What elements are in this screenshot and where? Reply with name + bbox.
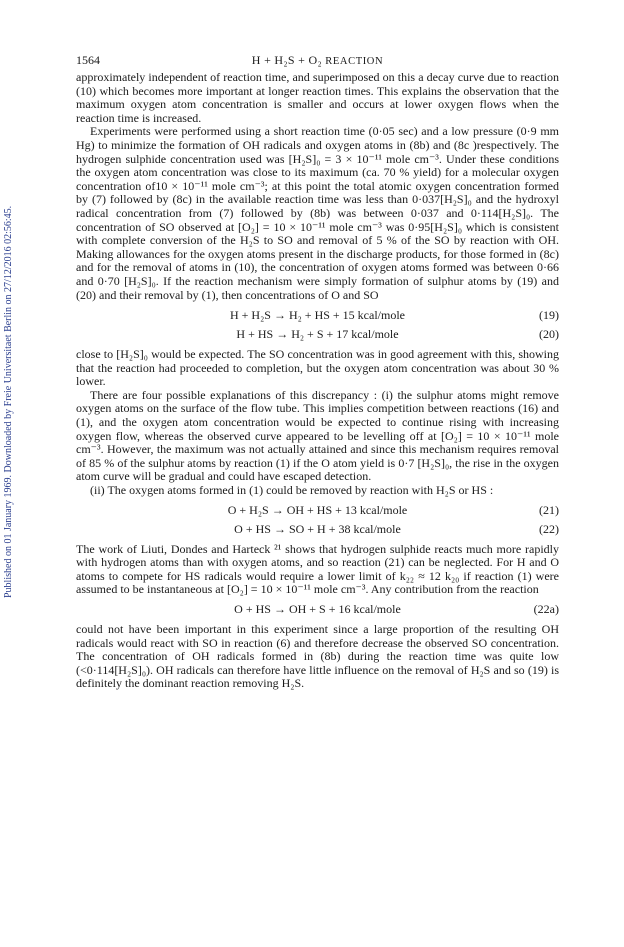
equation-text: H + H₂S → H₂ + HS + 15 kcal/mole [230, 308, 405, 323]
equation-text: O + H₂S → OH + HS + 13 kcal/mole [227, 502, 408, 517]
paragraph-7: could not have been important in this experiment since a large proportion of the resulting OH radicals would react with SO in reaction (6) and therefore decrease the observed SO concentration. The concentration of OH radicals formed in (8b) during the reaction time was quite low (<0·114[H₂S]₀). OH radicals can therefore have little influence on the removal of H₂S and so (19) is definitely the dominant reaction removing H₂S. [76, 622, 559, 691]
running-header [76, 53, 559, 71]
paragraph-5: (ii) The oxygen atoms formed in (1) could be removed by reaction with H₂S or HS : [90, 483, 494, 498]
title-word: REACTION [325, 56, 384, 67]
page-number: 1564 [76, 53, 100, 67]
paragraph-3: close to [H₂S]₀ would be expected. The SO concentration was in good agreement with this, showing that the reaction had proceeded to completion, but the oxygen atom concentration was about 30 % lower. [76, 347, 559, 389]
paragraph-2: Experiments were performed using a short reaction time (0·05 sec) and a low pressure (0·9 mm Hg) to minimize the formation of OH radicals and oxygen atoms in (8b) and (8c )respectively. The hydrogen sulphide concentration used was [H₂S]₀ = 3 × 10⁻¹¹ mole cm⁻³. Under these conditions the oxygen atom concentration was close to its maximum (ca. 70 % yield) for a molecular oxygen concentration of10 × 10⁻¹¹ mole cm⁻³; at this point the total atomic oxygen concentration formed by (7) followed by (8c) in the available reaction time was less than 0·037[H₂S]₀ and the hydroxyl radical concentration from (7) followed by (8b) was between 0·037 and 0·114[H₂S]₀. The concentration of SO observed at [O₂] = 10 × 10⁻¹¹ mole cm⁻³ was 0·95[H₂S]₀ which is consistent with complete conversion of the H₂S to SO and removal of 5 % of the SO by reaction with OH. Making allowances for the oxygen atoms present in the discharge products, for those formed in (8c) and for the removal of atoms in (10), the concentration of oxygen atoms formed was between 0·66 and 0·70 [H₂S]₀. If the reaction mechanism were simply formation of sulphur atoms by (19) and (20) and their removal by (1), then concentrations of O and SO [76, 124, 559, 302]
equation-number: (20) [539, 327, 559, 342]
title-formula: H + H₂S + O₂ [251, 53, 322, 67]
equation-22 [76, 520, 559, 539]
paragraph-6: The work of Liuti, Dondes and Harteck ²¹ shows that hydrogen sulphide reacts much more rapidly with hydrogen atoms than with oxygen atoms, and so reaction (21) can be neglected. For H and O atoms to compete for HS radicals would require a lower limit of k₂₂ ≈ 12 k₂₀ if reaction (1) were assumed to be instantaneous at [O₂] = 10 × 10⁻¹¹ mole cm⁻³. Any contribution from the reaction [76, 541, 559, 597]
equation-number: (22) [539, 521, 559, 536]
equation-19 [76, 306, 559, 325]
equation-number: (19) [539, 308, 559, 323]
paper-page [76, 53, 559, 691]
equation-text: O + HS → OH + S + 16 kcal/mole [234, 602, 401, 616]
publication-side-note: Published on 01 January 1969. Downloaded by Freie Universitaet Berlin on 27/12/2016 02:56:45. [3, 205, 14, 598]
paragraph-4: There are four possible explanations of this discrepancy : (i) the sulphur atoms might remove oxygen atoms on the surface of the flow tube. This implies competition between reactions (16) and (1), and the oxygen atom concentration would be expected to continue rising with increasing oxygen flow, whereas the observed curve appeared to be levelling off at [O₂] = 10 × 10⁻¹¹ mole cm⁻³. However, the maximum was not actually attained and since this mechanism requires removal of 85 % of the sulphur atoms by reaction (1) if the O atom yield is 0·7 [H₂S]₀, the rise in the oxygen atom curve will be gradual and could have escaped detection. [76, 387, 559, 484]
equation-number: (22a) [533, 602, 559, 616]
equation-22a [76, 600, 559, 619]
equation-21 [76, 501, 559, 520]
running-title [76, 53, 559, 68]
equation-text: H + HS → H₂ + S + 17 kcal/mole [236, 327, 399, 342]
paragraph-1: approximately independent of reaction time, and superimposed on this a decay curve due to reaction (10) which becomes more important at longer reaction times. This explains the observation that the maximum oxygen atom concentration is smaller and occurs at lower oxygen flows when the reaction time is increased. [76, 70, 559, 125]
equation-number: (21) [539, 502, 559, 517]
equation-20 [76, 325, 559, 344]
equation-text: O + HS → SO + H + 38 kcal/mole [234, 521, 401, 536]
